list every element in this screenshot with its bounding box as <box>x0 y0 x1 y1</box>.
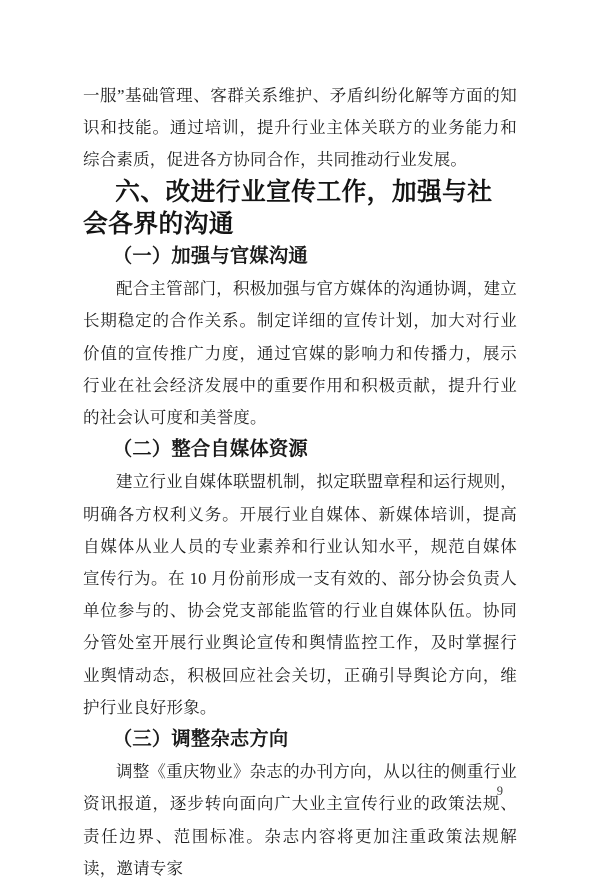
section-heading-6: 六、改进行业宣传工作，加强与社会各界的沟通 <box>83 178 493 238</box>
paragraph: 调整《重庆物业》杂志的办刊方向，从以往的侧重行业资讯报道，逐步转向面向广大业主宣传行业的政策法规、责任边界、范围标准。杂志内容将更加注重政策法规解读，邀请专家 <box>83 762 517 878</box>
document-body <box>83 80 517 885</box>
subsection-heading-1: （一）加强与官媒沟通 <box>112 246 308 268</box>
subsection-heading-3: （三）调整杂志方向 <box>112 729 289 751</box>
subsection-heading-2: （二）整合自媒体资源 <box>112 439 308 461</box>
page-number: 9 <box>496 784 503 798</box>
paragraph-continuation: 一服”基础管理、客群关系维护、矛盾纠纷化解等方面的知识和技能。通过培训，提升行业主体关联方的业务能力和综合素质，促进各方协同合作，共同推动行业发展。 <box>83 86 517 170</box>
paragraph: 配合主管部门，积极加强与官方媒体的沟通协调，建立长期稳定的合作关系。制定详细的宣传计划，加大对行业价值的宣传推广力度，通过官媒的影响力和传播力，展示行业在社会经济发展中的重要作用和积极贡献，提升行业的社会认可度和美誉度。 <box>83 279 517 428</box>
paragraph: 建立行业自媒体联盟机制，拟定联盟章程和运行规则，明确各方权利义务。开展行业自媒体、新媒体培训，提高自媒体从业人员的专业素养和行业认知水平，规范自媒体宣传行为。在 10 月份前形成一支有效的、部分协会负责人单位参与的、协会党支部能监管的行业自媒体队伍。协同分管处室开展行业舆论宣传和舆情监控工作，及时掌握行业舆情动态，积极回应社会关切，正确引导舆论方向，维护行业良好形象。 <box>83 472 517 717</box>
